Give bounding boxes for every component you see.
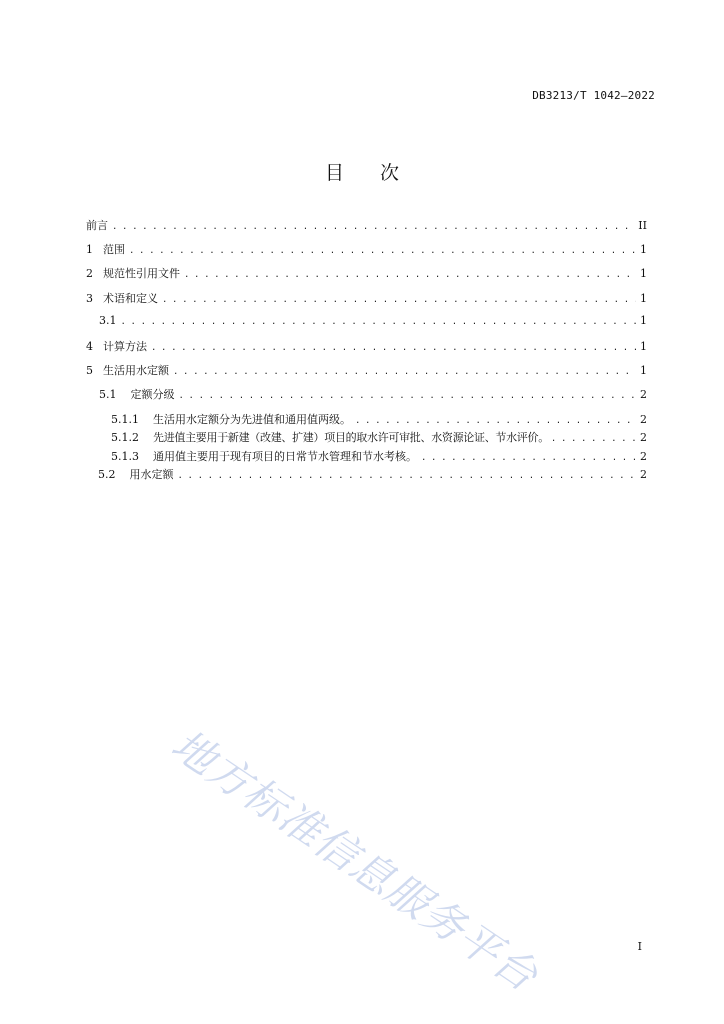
toc-leader-dots — [184, 270, 636, 280]
watermark: 地方标准信息服务平台 — [162, 719, 547, 1001]
toc-leader-dots — [162, 295, 636, 305]
toc-entry-label: 生活用水定额分为先进值和通用值两级。 — [153, 412, 351, 426]
toc-entry-label: 前言 — [86, 219, 108, 232]
toc-title — [0, 158, 724, 185]
toc-entry-label: 先进值主要用于新建（改建、扩建）项目的取水许可审批、水资源论证、节水评价。 — [153, 431, 549, 444]
toc-entry-5-1[interactable] — [86, 386, 647, 410]
document-code: DB3213/T 1042—2022 — [532, 89, 655, 102]
toc-leader-dots — [121, 317, 637, 327]
table-of-contents — [86, 217, 647, 490]
toc-entry-page: 1 — [640, 364, 647, 378]
toc-entry-number: 1 — [86, 243, 93, 257]
toc-entry-label: 计算方法 — [103, 339, 147, 353]
toc-entry-page: 2 — [640, 468, 647, 481]
toc-entry-number: 5.1.1 — [111, 412, 139, 426]
toc-entry-label: 用水定额 — [129, 468, 174, 481]
toc-entry-page: 2 — [640, 449, 647, 463]
toc-entry-page: 1 — [640, 267, 647, 281]
toc-entry-5-2[interactable] — [86, 466, 647, 490]
toc-entry-number: 5.1.2 — [111, 431, 139, 444]
toc-entry-page: 1 — [640, 243, 647, 257]
toc-entry-normative-references[interactable] — [86, 265, 647, 289]
toc-entry-calculation[interactable] — [86, 338, 647, 362]
toc-leader-dots — [178, 471, 637, 481]
toc-leader-dots — [173, 367, 636, 377]
toc-entry-label: 规范性引用文件 — [103, 267, 180, 281]
toc-entry-number: 5.1 — [99, 388, 117, 402]
toc-leader-dots — [551, 434, 638, 444]
toc-leader-dots — [129, 246, 636, 256]
toc-entry-5-1-2[interactable] — [86, 429, 647, 448]
toc-entry-terms[interactable] — [86, 290, 647, 314]
toc-entry-page: 1 — [640, 291, 647, 305]
toc-entry-number: 4 — [86, 339, 93, 353]
toc-leader-dots — [355, 416, 636, 426]
toc-entry-label: 通用值主要用于现有项目的日常节水管理和节水考核。 — [153, 449, 417, 463]
toc-entry-page: 2 — [640, 431, 647, 444]
toc-entry-number: 5.2 — [98, 468, 116, 481]
toc-title-part2: 次 — [380, 162, 400, 184]
toc-entry-label: 术语和定义 — [103, 291, 158, 305]
toc-entry-page: 2 — [640, 412, 647, 426]
toc-entry-quota[interactable] — [86, 362, 647, 386]
toc-leader-dots — [179, 391, 637, 401]
toc-entry-page: II — [638, 219, 647, 232]
toc-leader-dots — [421, 453, 636, 463]
toc-entry-3-1[interactable] — [86, 314, 647, 338]
toc-entry-label: 生活用水定额 — [103, 364, 169, 378]
toc-entry-scope[interactable] — [86, 241, 647, 265]
toc-entry-number: 5 — [86, 364, 93, 378]
page-number: I — [637, 940, 642, 953]
toc-leader-dots — [112, 222, 634, 232]
toc-leader-dots — [151, 343, 636, 353]
toc-entry-foreword[interactable] — [86, 217, 647, 241]
toc-entry-page: 1 — [640, 339, 647, 353]
toc-entry-5-1-1[interactable] — [86, 411, 647, 430]
toc-entry-page: 1 — [640, 313, 647, 327]
toc-entry-5-1-3[interactable] — [86, 448, 647, 467]
toc-entry-page: 2 — [640, 388, 647, 402]
toc-entry-number: 2 — [86, 267, 93, 281]
toc-entry-label: 范围 — [103, 243, 125, 257]
toc-entry-label: 定额分级 — [130, 388, 175, 402]
toc-entry-number: 3.1 — [99, 313, 117, 327]
toc-entry-number: 3 — [86, 291, 93, 305]
toc-title-part1: 目 — [324, 162, 344, 184]
toc-entry-number: 5.1.3 — [111, 449, 139, 463]
